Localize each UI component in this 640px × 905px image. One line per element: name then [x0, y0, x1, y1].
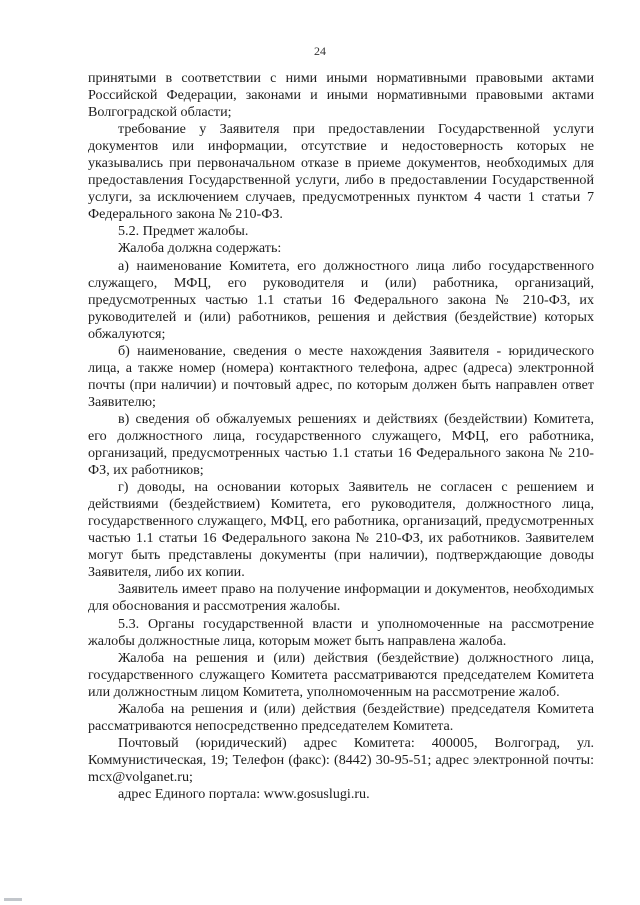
page-number: 24 — [314, 44, 326, 58]
paragraph: требование у Заявителя при предоставлении Государственной услуги документов или информации, отсутствие и недостоверность которых не указывались при первоначальном отказе в приеме документов, необходимых для предоставления Государственной услуги, либо в предоставлении Государственной услуги, за исключением случаев, предусмотренных пунктом 4 части 1 статьи 7 Федерального закона № 210-ФЗ. — [88, 121, 594, 223]
paragraph: адрес Единого портала: www.gosuslugi.ru. — [118, 785, 370, 802]
paragraph: Почтовый (юридический) адрес Комитета: 400005, Волгоград, ул. Коммунистическая, 19; Телефон (факс): (8442) 30-95-51; адрес электронной почты: mcx@volganet.ru; — [88, 734, 594, 785]
paragraph: Жалоба должна содержать: — [118, 240, 282, 257]
paragraph: Заявитель имеет право на получение информации и документов, необходимых для обоснования и рассмотрения жалобы. — [88, 581, 594, 615]
paragraph: г) доводы, на основании которых Заявитель не согласен с решением и действиями (бездействием) Комитета, его руководителя, должностного лица, государственного служащего, МФЦ, его работника, организаций, предусмотренных частью 1.1 статьи 16 Федерального закона № 210-ФЗ, их работников. Заявителем могут быть представлены документы (при наличии), подтверждающие доводы Заявителя, либо их копии. — [88, 479, 594, 581]
paragraph: а) наименование Комитета, его должностного лица либо государственного служащего, МФЦ, его руководителя и (или) работника, организаций, предусмотренных частью 1.1 статьи 16 Федерального закона № 210-ФЗ, их руководителей и (или) работников, решения и действия (бездействие) которых обжалуются; — [88, 257, 594, 342]
scan-artifact — [4, 898, 22, 901]
paragraph: принятыми в соответствии с ними иными нормативными правовыми актами Российской Федерации, законами и иными нормативными правовыми актами Волгоградской области; — [88, 70, 594, 121]
paragraph: 5.2. Предмет жалобы. — [118, 223, 249, 240]
paragraph: Жалоба на решения и (или) действия (бездействие) председателя Комитета рассматриваются непосредственно председателем Комитета. — [88, 700, 594, 734]
document-body — [88, 70, 594, 803]
paragraph: Жалоба на решения и (или) действия (бездействие) должностного лица, государственного служащего Комитета рассматриваются председателем Комитета или должностным лицом Комитета, уполномоченным на рассмотрение жалоб. — [88, 649, 594, 700]
paragraph: 5.3. Органы государственной власти и уполномоченные на рассмотрение жалобы должностные лица, которым может быть направлена жалоба. — [88, 615, 594, 649]
paragraph: в) сведения об обжалуемых решениях и действиях (бездействии) Комитета, его должностного лица, государственного служащего, МФЦ, его работника, организаций, предусмотренных частью 1.1 статьи 16 Федерального закона № 210-ФЗ, их работников; — [88, 410, 594, 479]
paragraph: б) наименование, сведения о месте нахождения Заявителя - юридического лица, а также номер (номера) контактного телефона, адрес (адреса) электронной почты (при наличии) и почтовый адрес, по которым должен быть направлен ответ Заявителю; — [88, 342, 594, 410]
